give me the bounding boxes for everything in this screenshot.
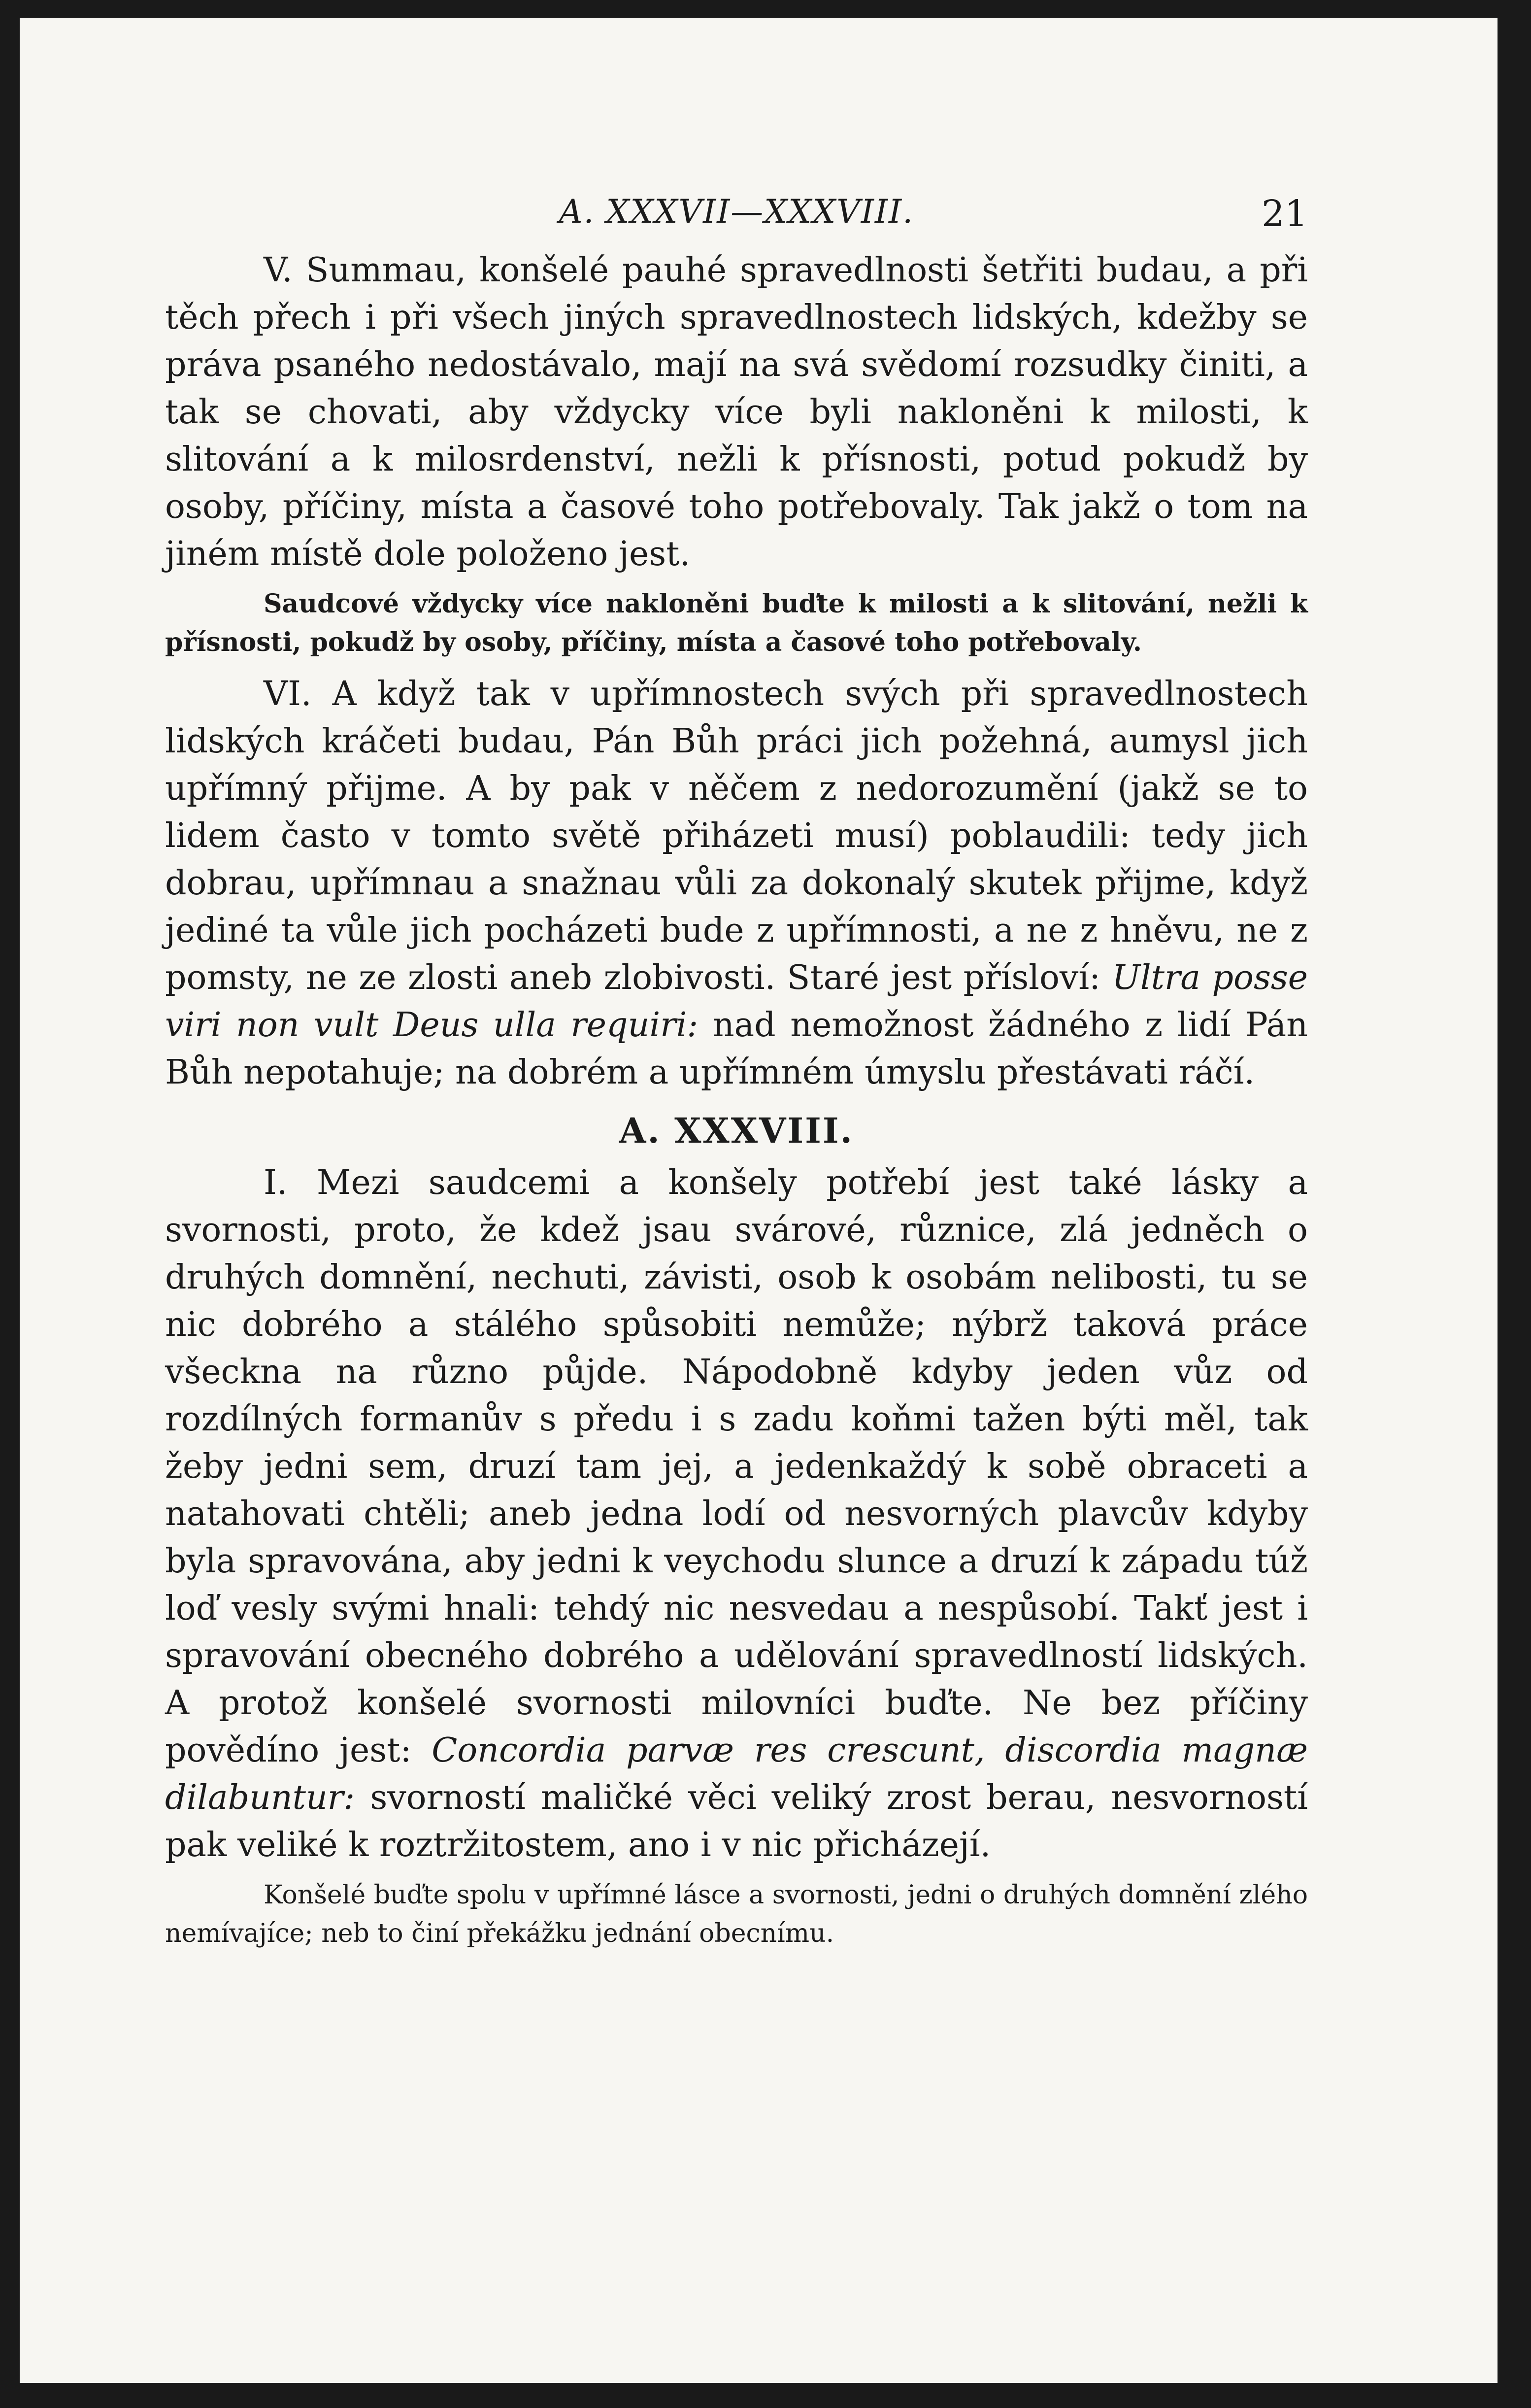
margin-note-v: Saudcové vždycky více nakloněni buďte k milosti a k slitování, nežli k přísnosti, pokudž by osoby, příčiny, místa a časové toho potřebovaly. [165,589,1308,657]
margin-note-i: Konšelé buďte spolu v upřímné lásce a svornosti, jedni o druhých domnění zlého nemívajíce; neb to činí překážku jednání obecnímu. [165,1880,1308,1948]
paragraph-i-end: svorností maličké věci veliký zrost berau, nesvorností pak veliké k roztržitostem, ano i v nic přicházejí. [165,1778,1308,1865]
page-number: 21 [1261,193,1308,235]
running-head [165,193,1308,247]
paragraph-v: V. Summau, konšelé pauhé spravedlnosti šetřiti budau, a při těch přech i při všech jiných spravedlnostech lidských, kdežby se práva psaného nedostávalo, mají na svá svědomí rozsudky činiti, a tak se chovati, aby vždycky více byli nakloněni k milosti, k slitování a k milosrdenství, nežli k přísnosti, potud pokudž by osoby, příčiny, místa a časové toho potřebovaly. Tak jakž o tom na jiném místě dole položeno jest. [165,251,1308,574]
paragraph-vi-end: nad nemožnost žádného z lidí Pán Bůh nepotahuje; na dobrém a upřímném úmyslu přestávati ráčí. [165,1006,1308,1092]
book-page [20,18,1498,2383]
paragraph-vi [165,671,1308,1096]
paragraph-vi-text: VI. A když tak v upřímnostech svých při spravedlnostech lidských kráčeti budau, Pán Bůh práci jich požehná, aumysl jich upřímný přijme. A by pak v něčem z nedorozumění (jakž se to lidem často v tomto světě přiházeti musí) poblaudili: tedy jich dobrau, upřímnau a snažnau vůli za dokonalý skutek přijme, když jediné ta vůle jich pocházeti bude z upřímnosti, a ne z hněvu, ne z pomsty, ne ze zlosti aneb zlobivosti. Staré jest přísloví: [165,675,1308,997]
paragraph-i [165,1159,1308,1869]
paragraph-i-text: I. Mezi saudcemi a konšely potřebí jest také lásky a svornosti, proto, že kdež jsau svárové, různice, zlá jedněch o druhých domnění, nechuti, závisti, osob k osobám nelibosti, tu se nic dobrého a stálého spůsobiti nemůže; nýbrž taková práce všeckna na různo půjde. Nápodobně kdyby jeden vůz od rozdílných formanův s předu i s zadu koňmi tažen býti měl, tak žeby jedni sem, druzí tam jej, a jedenkaždý k sobě obraceti a natahovati chtěli; aneb jedna lodí od nesvorných plavcův kdyby byla spravována, aby jedni k veychodu slunce a druzí k západu túž loď vesly svými hnali: tehdý nic nesvedau a nespůsobí. Takť jest i spravování obecného dobrého a udělování spravedlností lidských. A protož konšelé svornosti milovníci buďte. Ne bez příčiny povědíno jest: [165,1163,1308,1770]
latin-quote: Concordia parvæ res crescunt, discordia magnæ dilabuntur: [165,1731,1308,1817]
latin-proverb: Ultra posse viri non vult Deus ulla requiri: [165,958,1308,1045]
running-head-title: A. XXXVII—XXXVIII. [559,193,914,231]
text-block [165,193,1308,1962]
section-heading: A. XXXVIII. [619,1110,854,1151]
